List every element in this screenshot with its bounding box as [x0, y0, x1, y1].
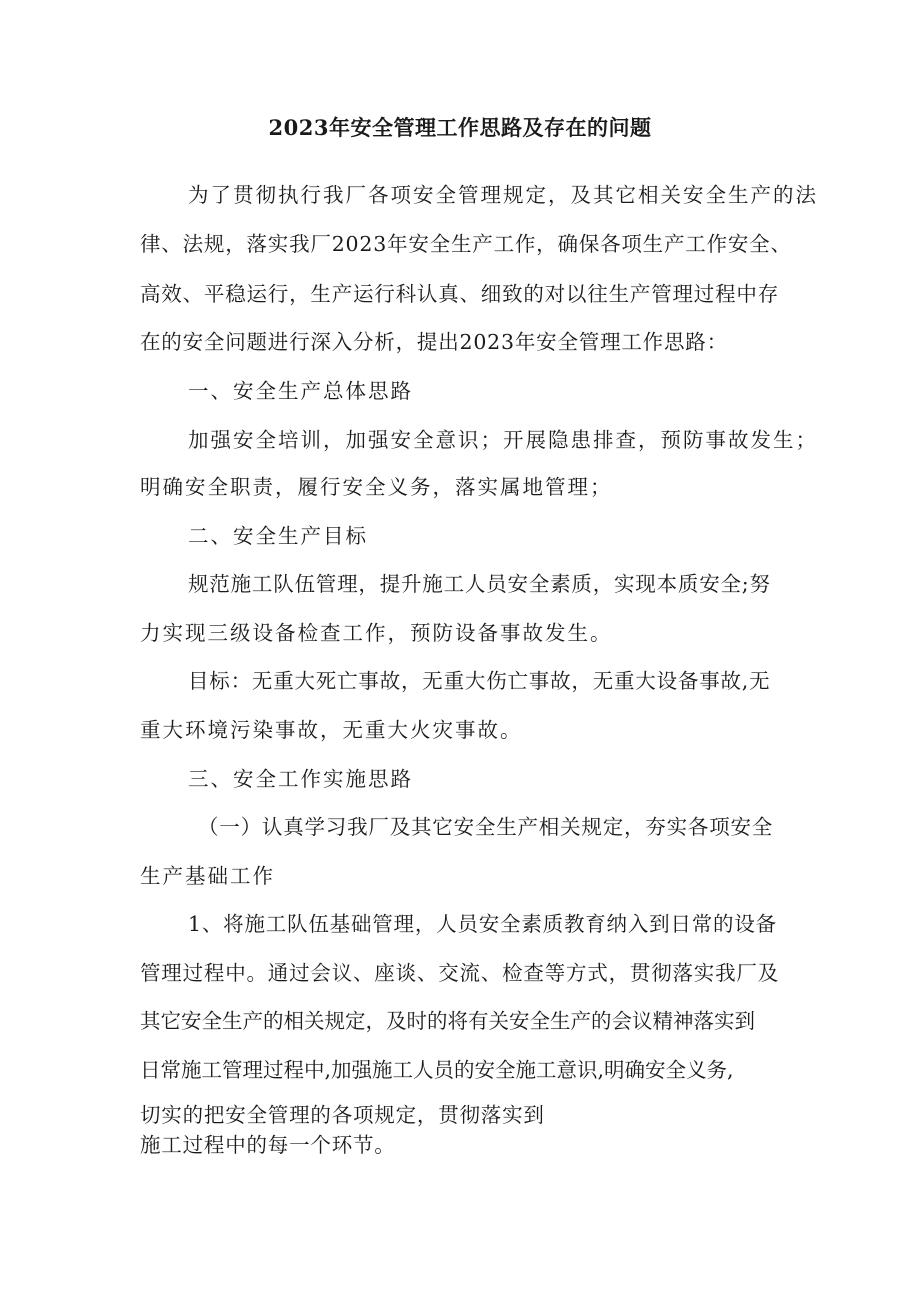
- sub-heading: （一）认真学习我厂及其它安全生产相关规定，夯实各项安全: [198, 815, 774, 839]
- body-line: 其它安全生产的相关规定，及时的将有关安全生产的会议精神落实到: [140, 1009, 755, 1033]
- body-line: 力实现三级设备检查工作，预防设备事故发生。: [140, 621, 613, 645]
- body-line: 施工过程中的每一个环节。: [140, 1133, 396, 1157]
- sub-heading: 生产基础工作: [140, 864, 275, 888]
- body-line: 日常施工管理过程中,加强施工人员的安全施工意识,明确安全义务,: [140, 1058, 734, 1082]
- body-line: 律、法规，落实我厂2023年安全生产工作，确保各项生产工作安全、: [140, 232, 792, 256]
- body-line: 1、将施工队伍基础管理，人员安全素质教育纳入到日常的设备: [188, 912, 777, 936]
- body-line: 切实的把安全管理的各项规定，贯彻落实到: [140, 1103, 545, 1127]
- body-line: 重大环境污染事故，无重大火灾事故。: [140, 718, 523, 742]
- body-line: 在的安全问题进行深入分析，提出2023年安全管理工作思路：: [140, 330, 728, 354]
- body-line: 目标：无重大死亡事故，无重大伤亡事故，无重大设备事故,无: [188, 669, 771, 693]
- section-heading: 一、安全生产总体思路: [188, 379, 413, 403]
- section-heading: 三、安全工作实施思路: [188, 767, 413, 791]
- body-line: 明确安全职责，履行安全义务，落实属地管理；: [140, 475, 613, 499]
- body-line: 管理过程中。通过会议、座谈、交流、检查等方式，贯彻落实我厂及: [140, 961, 779, 985]
- body-line: 加强安全培训，加强安全意识；开展隐患排查，预防事故发生；: [188, 428, 818, 452]
- section-heading: 二、安全生产目标: [188, 524, 368, 548]
- document-title: 2023年安全管理工作思路及存在的问题: [268, 115, 652, 140]
- body-line: 为了贯彻执行我厂各项安全管理规定，及其它相关安全生产的法: [188, 183, 818, 207]
- body-line: 高效、平稳运行，生产运行科认真、细致的对以往生产管理过程中存: [140, 282, 779, 306]
- body-line: 规范施工队伍管理，提升施工人员安全素质，实现本质安全;努: [188, 572, 771, 596]
